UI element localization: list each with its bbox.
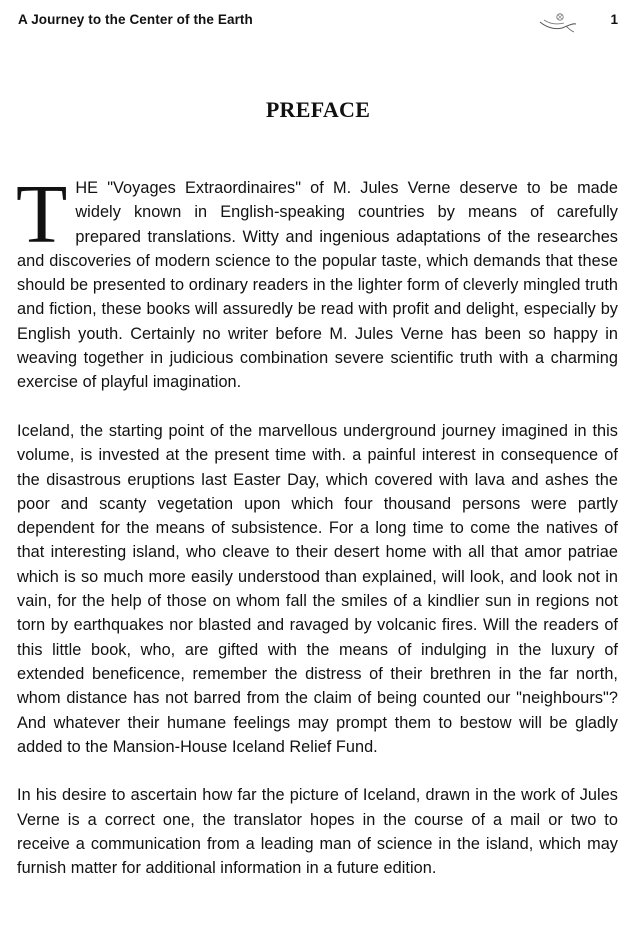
chapter-title: PREFACE bbox=[265, 97, 371, 122]
page-header bbox=[18, 10, 618, 34]
paragraph-2: Iceland, the starting point of the marvellous underground journey imagined in this volume, is invested at the present time with. a painful interest in consequence of the disastrous eruptions last Easter Day, which covered with lava and ashes the poor and scanty vegetation upon which four thousand persons were partly dependent for the means of subsistence. For a long time to come the natives of that interesting island, who cleave to their desert home with all that amor patriae which is so much more easily understood than explained, will look, and look not in vain, for the help of those on whom fall the smiles of a kindlier sun in regions not torn by earthquakes nor blasted and ravaged by volcanic fires. Will the readers of this little book, who, are gifted with the means of indulging in the luxury of extended beneficence, remember the distress of their brethren in the far north, whom distance has not barred from the claim of being counted our "neighbours"? And whatever their humane feelings may prompt them to bestow will be gladly added to the Mansion-House Iceland Relief Fund. bbox=[17, 421, 618, 756]
paragraph-1 bbox=[16, 168, 618, 395]
book-title: A Journey to the Center of the Earth bbox=[18, 12, 253, 27]
paragraph-3: In his desire to ascertain how far the picture of Iceland, drawn in the work of Jules Verne is a correct one, the translator hopes in the course of a mail or two to receive a communication from a leading man of science in the island, which may furnish matter for additional information in a future edition. bbox=[17, 786, 618, 878]
ornament-icon bbox=[538, 10, 578, 34]
paragraph-1-text: HE "Voyages Extraordinaires" of M. Jules Verne deserve to be made widely known in English-speaking countries by means of carefully prepared translations. Witty and ingenious adaptations of the researches and discoveries of modern science to the popular taste, which demands that these should be presented to ordinary readers in the lighter form of cleverly mingled truth and fiction, these books will assuredly be read with profit and delight, especially by English youth. Certainly no writer before M. Jules Verne has been so happy in weaving together in judicious combination severe scientific truth with a charming exercise of playful imagination. bbox=[17, 179, 618, 392]
drop-cap: T bbox=[16, 168, 68, 261]
body-text bbox=[16, 168, 618, 905]
page-number: 1 bbox=[610, 12, 618, 27]
